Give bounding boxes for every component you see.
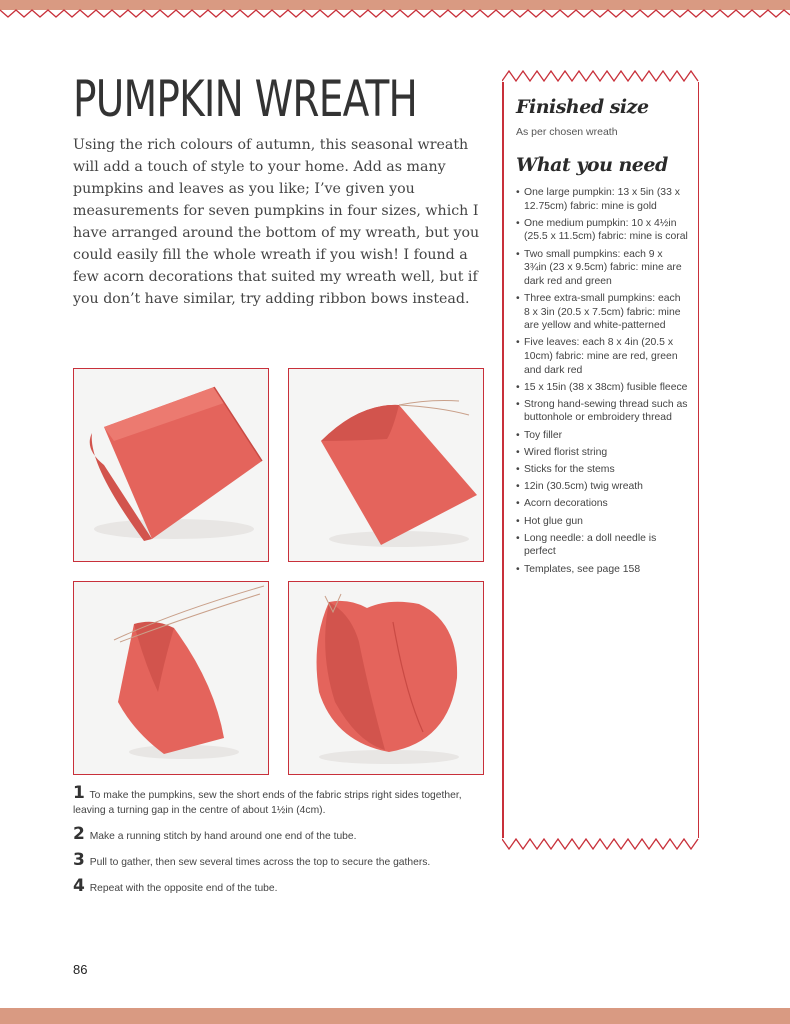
finished-size-heading: Finished size [516,96,649,118]
list-item: • Templates, see page 158 [516,563,688,577]
step-1 [73,783,493,818]
step-2 [73,824,493,844]
step-number: 3 [73,850,85,870]
list-item: • Three extra-small pumpkins: each 8 x 3in (20.5 x 7.5cm) fabric: mine are yellow and white-patterned [516,292,688,333]
sidebar-left-rule [502,82,504,838]
sidebar-top-zigzag [502,68,699,82]
list-item: • Two small pumpkins: each 9 x 3¾in (23 x 9.5cm) fabric: mine are dark red and green [516,248,688,289]
intro-paragraph: Using the rich colours of autumn, this seasonal wreath will add a touch of style to your home. Add as many pumpkins and leaves as you like; I’ve given you measurements for seven pumpkins in four sizes, which I have arranged around the bottom of my wreath, but you could easily fill the whole wreath if you wish! I found a few acorn decorations that suited my wreath well, but if you don’t have similar, try adding ribbon bows instead. [73,137,480,307]
page-number: 86 [73,962,88,977]
list-item: • Long needle: a doll needle is perfect [516,532,688,559]
photo-fabric-tube [73,368,269,562]
list-item: • 15 x 15in (38 x 38cm) fusible fleece [516,381,688,395]
finished-size-text: As per chosen wreath [516,126,618,138]
flat-fabric-tube-icon [74,369,268,561]
materials-list [516,186,688,576]
photo-both-ends-gathered [288,581,484,775]
step-number: 4 [73,876,85,896]
pumpkin-shape-icon [289,582,483,774]
list-item: • Toy filler [516,429,688,443]
gathered-fabric-bag-icon [74,582,268,774]
page-title: PUMPKIN WREATH [73,70,418,128]
step-text: To make the pumpkins, sew the short ends of the fabric strips right sides together, leaving a turning gap in the centre of about 1½in (4cm). [73,790,462,816]
what-you-need-heading: What you need [516,154,668,176]
top-decorative-band [0,0,790,18]
list-item: • Acorn decorations [516,497,688,511]
bottom-decorative-band [0,1008,790,1024]
list-item: • Sticks for the stems [516,463,688,477]
list-item: • Five leaves: each 8 x 4in (20.5 x 10cm) fabric: mine are red, green and dark red [516,336,688,377]
list-item: • One medium pumpkin: 10 x 4½in (25.5 x 11.5cm) fabric: mine is coral [516,217,688,244]
list-item: • Strong hand-sewing thread such as buttonhole or embroidery thread [516,398,688,425]
photo-running-stitch [288,368,484,562]
step-text: Pull to gather, then sew several times across the top to secure the gathers. [89,857,431,868]
photo-gathered [73,581,269,775]
list-item: • Wired florist string [516,446,688,460]
sidebar-bottom-zigzag [502,838,699,852]
step-4 [73,876,493,896]
step-3 [73,850,493,870]
step-text: Repeat with the opposite end of the tube. [89,883,278,894]
sidebar-right-rule [698,82,700,838]
gathered-fabric-start-icon [289,369,483,561]
list-item: • Hot glue gun [516,515,688,529]
step-number: 2 [73,824,85,844]
materials-sidebar [502,68,699,852]
step-text: Make a running stitch by hand around one end of the tube. [89,831,357,842]
step-number: 1 [73,783,85,803]
list-item: • One large pumpkin: 13 x 5in (33 x 12.75cm) fabric: mine is gold [516,186,688,213]
list-item: • 12in (30.5cm) twig wreath [516,480,688,494]
instruction-steps [73,783,493,905]
